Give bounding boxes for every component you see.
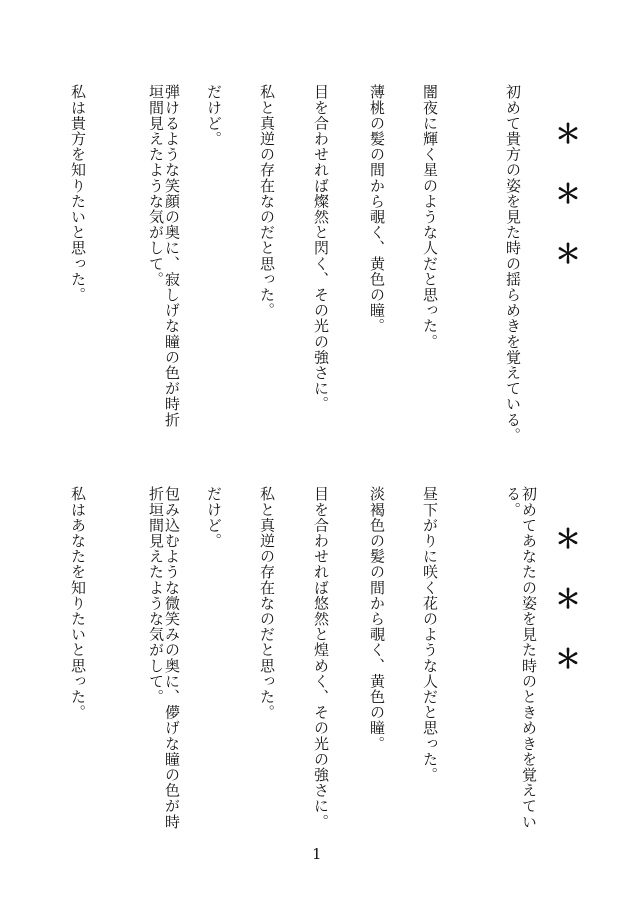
paragraph: 薄桃の髪の間から覗く、黄色の瞳。 [368, 84, 386, 334]
scene-separator-top [555, 120, 582, 305]
separator-star: ＊ [555, 645, 582, 675]
paragraph: 私は貴方を知りたいと思った。 [69, 84, 87, 303]
paragraph: 私と真逆の存在なのだと思った。 [258, 486, 276, 720]
paragraph: 包み込むような微笑みの奥に、儚げな瞳の色が時折垣間見えたような気がして。 [147, 486, 181, 830]
paragraph: 目を合わせれば悠然と煌めく、その光の強さに。 [312, 486, 330, 830]
paragraph: だけど。 [205, 486, 223, 549]
page-number: 1 [312, 845, 322, 863]
separator-star: ＊ [555, 525, 582, 555]
separator-star: ＊ [555, 180, 582, 210]
paragraph: 私と真逆の存在なのだと思った。 [258, 84, 276, 318]
paragraph: 弾けるような笑顔の奥に、寂しげな瞳の色が時折垣間見えたような気がして。 [147, 84, 181, 428]
paragraph: 初めてあなたの姿を見た時のときめきを覚えている。 [504, 486, 538, 830]
paragraph: 初めて貴方の姿を見た時の揺らめきを覚えている。 [504, 84, 522, 443]
paragraph: 昼下がりに咲く花のような人だと思った。 [421, 486, 439, 783]
separator-star: ＊ [555, 120, 582, 150]
paragraph: 闇夜に輝く星のような人だと思った。 [421, 84, 439, 350]
paragraph: だけど。 [205, 84, 223, 147]
paragraph: 目を合わせれば燦然と閃く、その光の強さに。 [312, 84, 330, 412]
separator-star: ＊ [555, 585, 582, 615]
paragraph: 私はあなたを知りたいと思った。 [69, 486, 87, 720]
paragraph: 淡褐色の髪の間から覗く、黄色の瞳。 [368, 486, 386, 752]
separator-star: ＊ [555, 240, 582, 270]
scene-separator-bottom [555, 525, 582, 710]
